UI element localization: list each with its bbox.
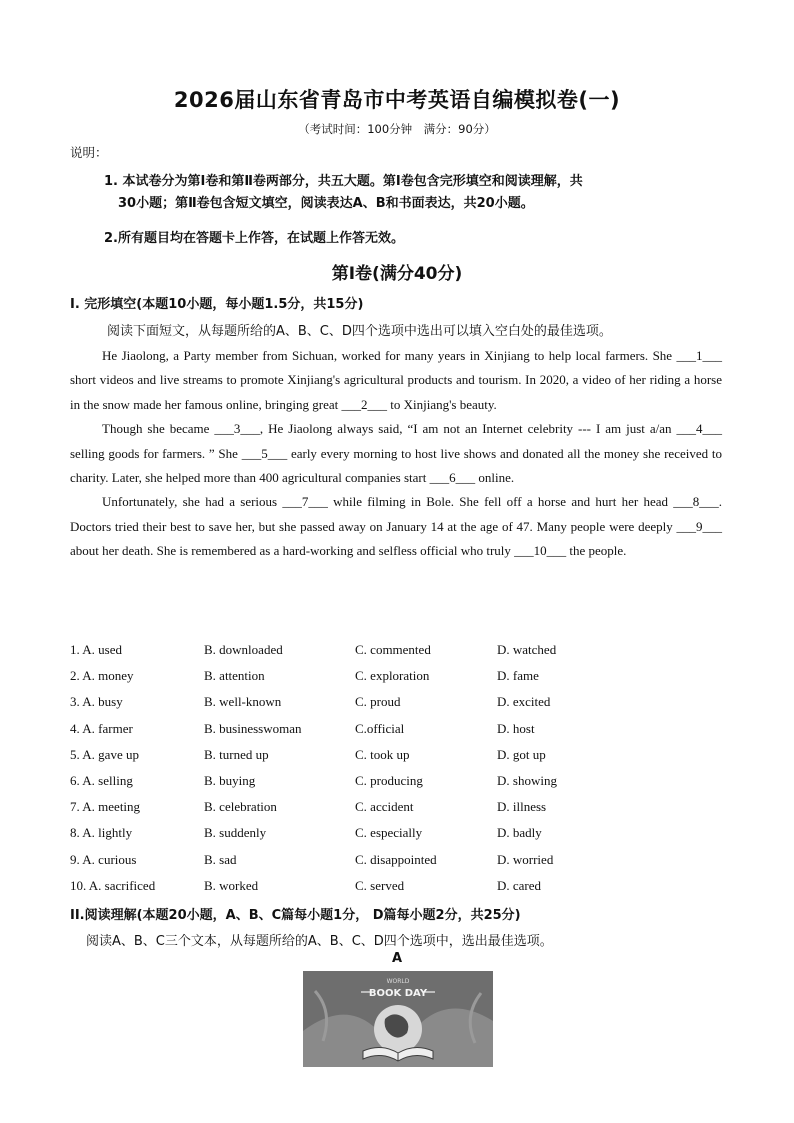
option-c: C. especially [355, 825, 423, 841]
option-c: C. commented [355, 642, 431, 657]
cloze-paragraph-3: Unfortunately, she had a serious ___7___ while filming in Bole. She fell off a horse and hurt her head ___8___. Doctors tried their best to save her, but she passed away on January 14 at the age of 47. Many people were deeply ___9___ about her death. She is remembered as a hard-working and selfless official who truly ___10___ the people. [70, 494, 722, 559]
option-d: D. illness [497, 799, 547, 815]
option-d: D. fame [497, 668, 539, 684]
option-b: B. attention [204, 668, 265, 684]
exam-info: （考试时间：100分钟 满分：90分） [298, 122, 496, 136]
passage-a-label: A [391, 951, 403, 966]
section-1-heading: I. 完形填空(本题10小题，每小题1.5分，共15分) [70, 297, 364, 312]
option-c: C. exploration [355, 668, 430, 684]
option-d: D. worried [497, 851, 554, 867]
option-a: 8. A. lightly [70, 825, 133, 841]
option-row [70, 878, 730, 898]
option-c: C. proud [355, 694, 401, 710]
option-a: 6. A. selling [70, 773, 133, 788]
option-c: C.official [355, 720, 405, 736]
image-banner-text: BOOK DAY [368, 988, 428, 999]
note-1-line-2: 30小题；第Ⅱ卷包含短文填空，阅读表达A、B和书面表达，共20小题。 [118, 196, 534, 211]
option-d: D. excited [497, 694, 551, 710]
option-row [70, 642, 730, 662]
section-2-heading: II.阅读理解(本题20小题，A、B、C篇每小题1分， D篇每小题2分，共25分) [70, 908, 521, 923]
option-c: C. served [355, 877, 405, 893]
option-d: D. badly [497, 825, 542, 841]
option-a: 9. A. curious [70, 851, 137, 867]
section-1-instruction: 阅读下面短文，从每题所给的A、B、C、D四个选项中选出可以填入空白处的最佳选项。 [107, 324, 612, 339]
option-d: D. cared [497, 877, 542, 893]
option-c: C. producing [355, 773, 423, 788]
option-d: D. host [497, 720, 535, 736]
option-b: B. well-known [204, 694, 282, 710]
notes-label: 说明： [70, 145, 108, 160]
part-1-title: 第Ⅰ卷(满分40分) [331, 264, 463, 284]
option-b: B. celebration [204, 799, 277, 815]
option-a: 7. A. meeting [70, 799, 141, 815]
option-a: 1. A. used [70, 642, 122, 657]
cloze-paragraph-2: Though she became ___3___, He Jiaolong always said, “I am not an Internet celebrity --- I am just a/an ___4___ selling goods for farmers. ” She ___5___ early every morning to host live shows and donated all the money she received to charity. Later, she helped more than 400 agricultural companies start ___6___ online. [70, 421, 722, 486]
option-a: 2. A. money [70, 668, 134, 684]
note-1-line-1: 1. 本试卷分为第Ⅰ卷和第Ⅱ卷两部分，共五大题。第Ⅰ卷包含完形填空和阅读理解，共 [104, 174, 583, 189]
option-c: C. accident [355, 799, 414, 815]
option-b: B. turned up [204, 746, 269, 762]
option-b: B. businesswoman [204, 720, 302, 736]
option-b: B. suddenly [204, 825, 267, 841]
page-title: 2026届山东省青岛市中考英语自编模拟卷(一) [173, 88, 621, 112]
option-row [70, 773, 730, 793]
option-row [70, 668, 730, 688]
option-row [70, 825, 730, 845]
option-a: 10. A. sacrificed [70, 877, 156, 893]
cloze-passage [70, 344, 722, 564]
section-2-instruction: 阅读A、B、C三个文本，从每题所给的A、B、C、D四个选项中，选出最佳选项。 [86, 934, 553, 949]
option-a: 4. A. farmer [70, 720, 133, 736]
option-a: 3. A. busy [70, 694, 123, 710]
option-row [70, 852, 730, 872]
option-d: D. showing [497, 773, 557, 788]
option-a: 5. A. gave up [70, 746, 139, 762]
option-row [70, 799, 730, 819]
image-top-text: WORLD [386, 978, 410, 985]
option-d: D. got up [497, 746, 546, 762]
option-row [70, 694, 730, 714]
cloze-paragraph-1: He Jiaolong, a Party member from Sichuan, worked for many years in Xinjiang to help local farmers. She ___1___ short videos and live streams to promote Xinjiang's agricultural products and tourism. In 2020, a video of her riding a horse in the snow made her famous online, bringing great ___2___ to Xinjiang's beauty. [70, 348, 722, 412]
option-c: C. disappointed [355, 851, 437, 867]
option-row [70, 721, 730, 741]
option-c: C. took up [355, 746, 410, 762]
world-book-day-image [303, 971, 493, 1067]
note-2: 2.所有题目均在答题卡上作答，在试题上作答无效。 [104, 231, 404, 246]
option-b: B. worked [204, 877, 259, 893]
option-row [70, 747, 730, 767]
option-b: B. buying [204, 773, 256, 788]
option-b: B. downloaded [204, 642, 283, 657]
option-b: B. sad [204, 851, 237, 867]
option-d: D. watched [497, 642, 557, 657]
